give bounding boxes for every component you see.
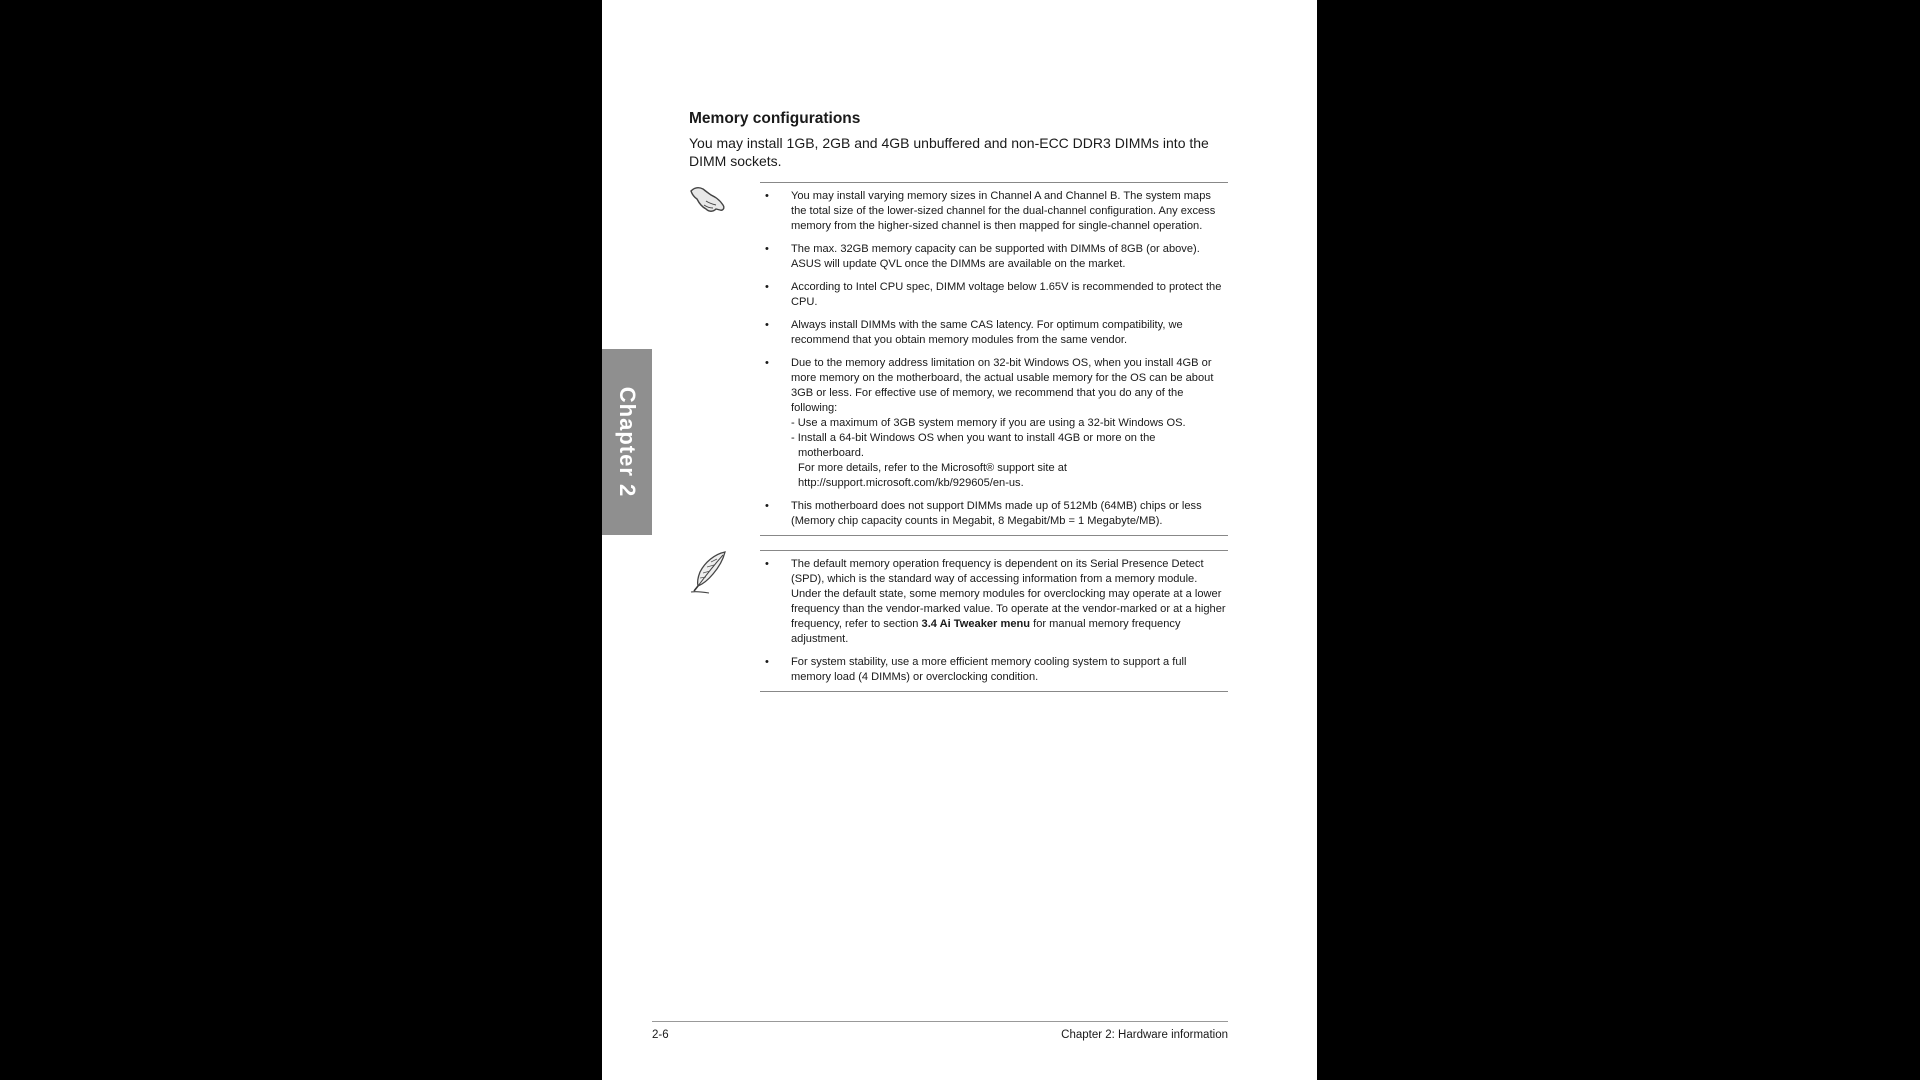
section-title: Memory configurations: [689, 110, 861, 127]
note-subitem: motherboard.: [798, 447, 864, 459]
bullet: •: [765, 190, 769, 202]
note-text: This motherboard does not support DIMMs made up of 512Mb (64MB) chips or less (Memory chip capacity counts in Megabit, 8 Megabit/Mb = 1 Megabyte/MB).: [791, 500, 1202, 527]
support-url: http://support.microsoft.com/kb/929605/en-us.: [798, 477, 1024, 489]
bullet: •: [765, 357, 769, 369]
bullet: •: [765, 558, 769, 570]
list-item: [760, 280, 1228, 310]
pointing-hand-icon: [689, 183, 729, 217]
note-text: Due to the memory address limitation on 32-bit Windows OS, when you install 4GB or more memory on the motherboard, the actual usable memory for the OS can be about 3GB or less. For effective use of memory, we recommend that you do any of the following:: [791, 357, 1214, 414]
section-reference: 3.4 Ai Tweaker menu: [921, 618, 1031, 630]
bullet: •: [765, 243, 769, 255]
tip-box: [760, 550, 1228, 692]
note-text: You may install varying memory sizes in Channel A and Channel B. The system maps the total size of the lower-sized channel for the dual-channel configuration. Any excess memory from the higher-sized channel is then mapped for single-channel operation.: [791, 190, 1216, 232]
note-subitem: - Install a 64-bit Windows OS when you want to install 4GB or more on the: [791, 432, 1156, 444]
manual-page: [602, 0, 1317, 1080]
chapter-tab-label: Chapter 2: [615, 386, 641, 498]
note-subitem: For more details, refer to the Microsoft® support site at: [798, 462, 1067, 474]
bullet: •: [765, 500, 769, 512]
note-text: Always install DIMMs with the same CAS latency. For optimum compatibility, we recommend that you obtain memory modules from the same vendor.: [791, 319, 1183, 346]
note-subitem: - Use a maximum of 3GB system memory if you are using a 32-bit Windows OS.: [791, 417, 1186, 429]
note-text: According to Intel CPU spec, DIMM voltage below 1.65V is recommended to protect the CPU.: [791, 281, 1222, 308]
list-item: [760, 318, 1228, 348]
tip-text: The default memory operation frequency is dependent on its Serial Presence Detect (SPD), which is the standard way of accessing information from a memory module. Under the default state, some memory modules for overclocking may operate at a lower frequency than the vendor-marked value. To operate at the vendor-marked or at a higher frequency, refer to section: [791, 558, 1226, 630]
list-item: [760, 655, 1228, 685]
bullet: •: [765, 319, 769, 331]
bullet: •: [765, 281, 769, 293]
list-item: [760, 242, 1228, 272]
list-item: [760, 557, 1228, 647]
bullet: •: [765, 656, 769, 668]
note-text: The max. 32GB memory capacity can be supported with DIMMs of 8GB (or above). ASUS will update QVL once the DIMMs are available on the market.: [791, 243, 1200, 270]
intro-paragraph: You may install 1GB, 2GB and 4GB unbuffered and non-ECC DDR3 DIMMs into the DIMM sockets.: [689, 135, 1209, 169]
chapter-tab: [602, 349, 652, 535]
feather-pen-icon: [689, 550, 729, 594]
footer-divider: [652, 1021, 1228, 1022]
note-box: [760, 182, 1228, 536]
list-item: [760, 189, 1228, 234]
list-item: [760, 499, 1228, 529]
list-item: [760, 356, 1228, 491]
page-number: 2-6: [652, 1029, 669, 1041]
tip-text: For system stability, use a more efficient memory cooling system to support a full memory load (4 DIMMs) or overclocking condition.: [791, 656, 1187, 683]
tip-text: for manual memory frequency adjustment.: [791, 618, 1181, 645]
footer-chapter-title: Chapter 2: Hardware information: [1061, 1029, 1228, 1041]
